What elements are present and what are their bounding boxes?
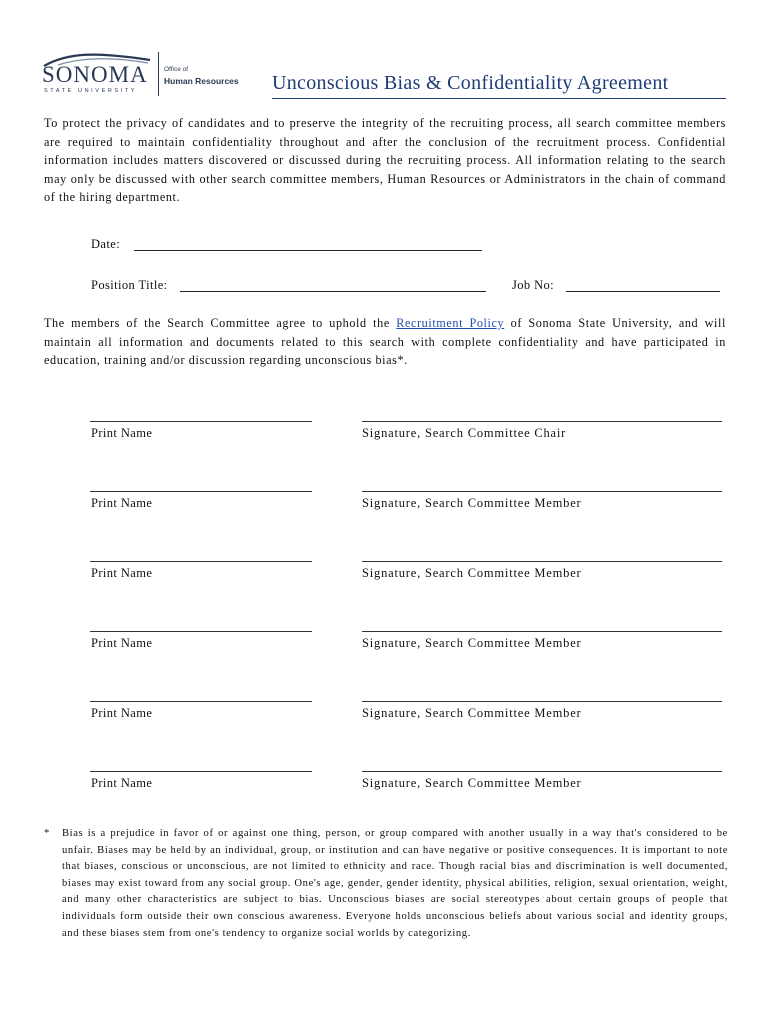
agreement-paragraph <box>44 314 726 370</box>
print-name-label: Print Name <box>91 706 153 720</box>
logo-subtitle: STATE UNIVERSITY <box>44 88 138 94</box>
date-field[interactable] <box>134 250 482 251</box>
footnote-text: Bias is a prejudice in favor of or against one thing, person, or group compared with another usually in a way that's considered to be unfair. Biases may be held by an individual, group, or institution and can have negative or positive consequences. It is important to note that biases, conscious or unconscious, are not limited to ethnicity and race. Though racial bias and discrimination is well documented, biases may exist toward from any social group. One's age, gender, gender identity, physical abilities, religion, sexual orientation, weight, and many other characteristics are subject to bias. Unconscious biases are social stereotypes about certain groups of people that individuals form outside their own conscious awareness. Everyone holds unconscious beliefs about various social and identity groups, and these biases stem from one's tendency to organize social worlds by categorizing. <box>62 828 728 939</box>
signature-row <box>0 701 770 731</box>
footnote-marker: * <box>44 828 50 839</box>
signature-line[interactable] <box>362 631 722 632</box>
recruitment-policy-link[interactable]: Recruitment Policy <box>396 316 505 330</box>
signature-line[interactable] <box>362 491 722 492</box>
signature-row <box>0 561 770 591</box>
signature-row <box>0 491 770 521</box>
job-no-field[interactable] <box>566 291 720 292</box>
signature-line[interactable] <box>362 421 722 422</box>
print-name-label: Print Name <box>91 566 153 580</box>
position-title-field[interactable] <box>180 291 486 292</box>
document-title: Unconscious Bias & Confidentiality Agreement <box>272 72 669 94</box>
signature-label: Signature, Search Committee Member <box>362 706 582 720</box>
bias-footnote <box>44 826 728 942</box>
signature-label: Signature, Search Committee Member <box>362 496 582 510</box>
print-name-line[interactable] <box>90 561 312 562</box>
print-name-label: Print Name <box>91 496 153 510</box>
logo-department: Human Resources <box>164 76 239 86</box>
print-name-label: Print Name <box>91 426 153 440</box>
signature-row <box>0 421 770 451</box>
logo-wordmark: SONOMA <box>42 62 148 87</box>
logo-divider <box>158 52 159 96</box>
signature-label: Signature, Search Committee Chair <box>362 426 567 440</box>
job-no-label: Job No: <box>512 278 555 292</box>
sonoma-state-logo <box>38 50 248 102</box>
date-label: Date: <box>91 237 121 251</box>
logo-office-line: Office of <box>164 66 189 73</box>
signature-label: Signature, Search Committee Member <box>362 566 582 580</box>
print-name-line[interactable] <box>90 771 312 772</box>
intro-paragraph: To protect the privacy of candidates and to preserve the integrity of the recruiting process, all search committee members are required to maintain confidentiality throughout and after the conclusion of the recruitment process. Confidential information includes matters discovered or discussed during the recruiting process. All information relating to the search may only be discussed with other search committee members, Human Resources or Administrators in the chain of command of the hiring department. <box>44 116 726 205</box>
signature-line[interactable] <box>362 771 722 772</box>
signature-row <box>0 771 770 801</box>
print-name-label: Print Name <box>91 776 153 790</box>
print-name-line[interactable] <box>90 421 312 422</box>
position-title-label: Position Title: <box>91 278 168 292</box>
title-underline <box>272 98 726 99</box>
signature-row <box>0 631 770 661</box>
print-name-line[interactable] <box>90 491 312 492</box>
print-name-label: Print Name <box>91 636 153 650</box>
signature-line[interactable] <box>362 561 722 562</box>
print-name-line[interactable] <box>90 701 312 702</box>
agreement-text-end: of Sonoma State University, and will maintain all information and documents related to this search with complete confidentiality and have participated in education, training and/or discussion regarding unconscious bias*. <box>44 316 726 368</box>
print-name-line[interactable] <box>90 631 312 632</box>
signature-label: Signature, Search Committee Member <box>362 636 582 650</box>
agreement-text-start: The members of the Search Committee agree to uphold the <box>44 316 397 330</box>
signature-line[interactable] <box>362 701 722 702</box>
signature-label: Signature, Search Committee Member <box>362 776 582 790</box>
